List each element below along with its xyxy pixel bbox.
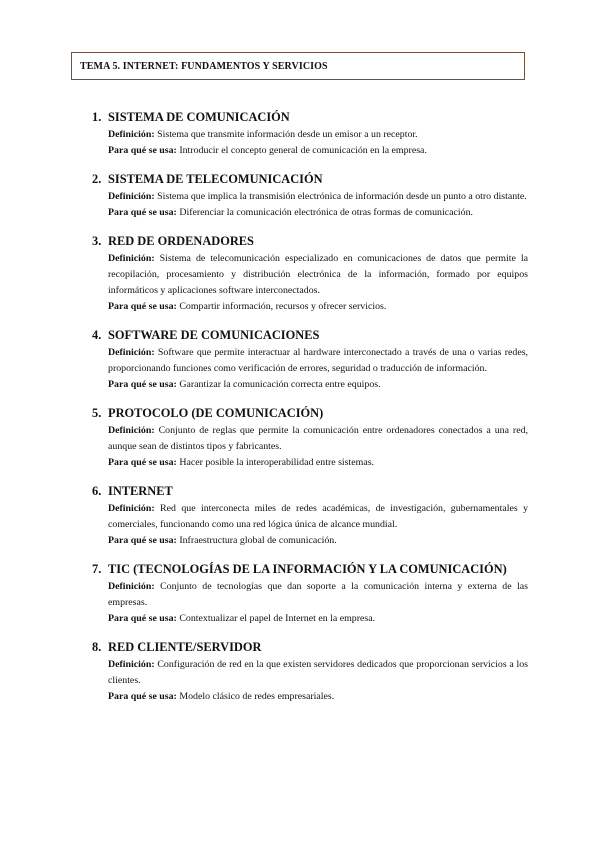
definition-text: Sistema que implica la transmisión electrónica de información desde un punto a otro distante. (157, 191, 527, 202)
definition-text: Sistema que transmite información desde un emisor a un receptor. (157, 129, 418, 140)
definition-label: Definición: (108, 659, 155, 670)
usage-line (108, 533, 528, 549)
definition-line (108, 127, 528, 143)
item-title: INTERNET (108, 484, 173, 498)
usage-label: Para qué se usa: (108, 145, 177, 156)
usage-text: Introducir el concepto general de comunicación en la empresa. (179, 145, 427, 156)
definition-label: Definición: (108, 347, 155, 358)
usage-label: Para qué se usa: (108, 301, 177, 312)
definition-text: Conjunto de tecnologías que dan soporte a la comunicación interna y externa de las empresas. (108, 581, 528, 608)
definition-text: Software que permite interactuar al hardware interconectado a través de una o varias redes, proporcionando funciones como verificación de errores, seguridad o traducción de información. (108, 347, 529, 374)
item-number: 8. (92, 640, 102, 654)
term-item (92, 404, 528, 471)
usage-text: Contextualizar el papel de Internet en la empresa. (179, 613, 376, 624)
definition-text: Red que interconecta miles de redes académicas, de investigación, gubernamentales y comerciales, funcionando como una red lógica única de alcance mundial. (108, 503, 529, 530)
item-number: 7. (92, 562, 102, 576)
definition-text: Configuración de red en la que existen servidores dedicados que proporcionan servicios a los clientes. (108, 659, 529, 686)
term-item (92, 482, 528, 549)
usage-line (108, 299, 528, 315)
usage-label: Para qué se usa: (108, 691, 177, 702)
item-number: 6. (92, 484, 102, 498)
term-item (92, 560, 528, 627)
usage-text: Garantizar la comunicación correcta entre equipos. (179, 379, 381, 390)
definition-line (108, 251, 528, 299)
usage-text: Compartir información, recursos y ofrecer servicios. (179, 301, 387, 312)
definition-label: Definición: (108, 503, 155, 514)
usage-line (108, 143, 528, 159)
definition-text: Conjunto de reglas que permite la comunicación entre ordenadores conectados a una red, aunque sean de distintos tipos y fabricantes. (108, 425, 528, 452)
usage-line (108, 377, 528, 393)
item-number: 3. (92, 234, 102, 248)
term-item (92, 326, 528, 393)
section-header (71, 52, 525, 80)
item-number: 2. (92, 172, 102, 186)
item-title: PROTOCOLO (DE COMUNICACIÓN) (108, 406, 324, 420)
definition-label: Definición: (108, 253, 155, 264)
usage-line (108, 689, 528, 705)
definition-label: Definición: (108, 129, 155, 140)
definition-label: Definición: (108, 425, 155, 436)
definition-line (108, 579, 528, 611)
definition-line (108, 657, 528, 689)
term-item (92, 170, 528, 221)
usage-label: Para qué se usa: (108, 535, 177, 546)
usage-label: Para qué se usa: (108, 457, 177, 468)
item-title: RED DE ORDENADORES (108, 234, 254, 248)
term-item (92, 108, 528, 159)
item-number: 4. (92, 328, 102, 342)
item-title: SISTEMA DE TELECOMUNICACIÓN (108, 172, 323, 186)
usage-text: Diferenciar la comunicación electrónica de otras formas de comunicación. (179, 207, 473, 218)
usage-label: Para qué se usa: (108, 613, 177, 624)
usage-line (108, 611, 528, 627)
definition-line (108, 501, 528, 533)
usage-line (108, 205, 528, 221)
term-list (92, 108, 528, 716)
usage-text: Modelo clásico de redes empresariales. (179, 691, 335, 702)
item-number: 1. (92, 110, 102, 124)
term-item (92, 232, 528, 315)
item-number: 5. (92, 406, 102, 420)
item-title: RED CLIENTE/SERVIDOR (108, 640, 262, 654)
usage-text: Hacer posible la interoperabilidad entre sistemas. (179, 457, 375, 468)
usage-line (108, 455, 528, 471)
usage-label: Para qué se usa: (108, 207, 177, 218)
usage-text: Infraestructura global de comunicación. (179, 535, 337, 546)
item-title: SOFTWARE DE COMUNICACIONES (108, 328, 320, 342)
item-title: TIC (TECNOLOGÍAS DE LA INFORMACIÓN Y LA COMUNICACIÓN) (108, 562, 507, 576)
term-item (92, 638, 528, 705)
definition-label: Definición: (108, 581, 155, 592)
section-title: TEMA 5. INTERNET: FUNDAMENTOS Y SERVICIOS (80, 60, 328, 72)
definition-line (108, 423, 528, 455)
definition-line (108, 189, 528, 205)
definition-text: Sistema de telecomunicación especializado en comunicaciones de datos que permite la recopilación, procesamiento y distribución electrónica de la información, formado por equipos informáticos y aplicaciones software interconectados. (108, 253, 529, 296)
definition-label: Definición: (108, 191, 155, 202)
item-title: SISTEMA DE COMUNICACIÓN (108, 110, 290, 124)
definition-line (108, 345, 528, 377)
usage-label: Para qué se usa: (108, 379, 177, 390)
